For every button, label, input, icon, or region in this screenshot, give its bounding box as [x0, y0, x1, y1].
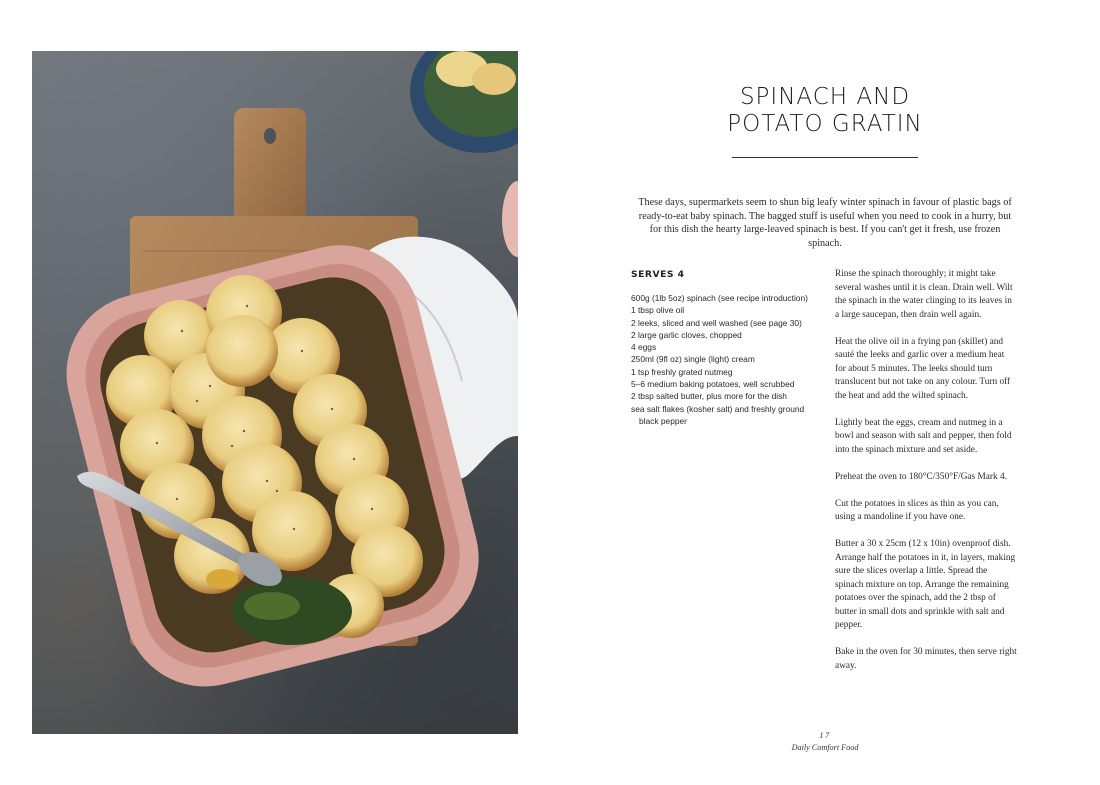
method-step: Bake in the oven for 30 minutes, then serve right away.	[835, 647, 1017, 671]
serves-heading: SERVES 4	[631, 269, 685, 280]
page-footer	[775, 729, 875, 754]
method-step: Heat the olive oil in a frying pan (skillet) and sauté the leeks and garlic over a medium heat for about 5 minutes. The leeks should turn translucent but not take on any colour. Turn off the heat and add the wilted spinach.	[835, 336, 1011, 401]
recipe-introduction: These days, supermarkets seem to shun big leafy winter spinach in favour of plastic bags of ready-to-eat baby spinach. The bagged stuff is useful when you need to cook in a hurry, but for this dish the hearty large-leaved spinach is best. If you can't get it fresh, use frozen spinach.	[638, 197, 1012, 249]
ingredient-item: sea salt flakes (kosher salt) and freshly ground black pepper	[631, 403, 805, 426]
method-steps	[835, 268, 1017, 687]
recipe-title	[700, 84, 950, 138]
ingredient-item: 2 leeks, sliced and well washed (see page 30)	[631, 317, 802, 328]
food-photo	[32, 51, 518, 734]
method-step: Preheat the oven to 180°C/350°F/Gas Mark 4.	[835, 471, 1007, 482]
title-divider	[732, 157, 918, 158]
method-step: Butter a 30 x 25cm (12 x 10in) ovenproof dish. Arrange half the potatoes in it, in layers, making sure the slices overlap a little. Spread the spinach mixture on top. Arrange the remaining potatoes over the spinach, add the 2 tbsp of butter in small dots and sprinkle with salt and pepper.	[835, 539, 1016, 630]
ingredient-item: 1 tsp freshly grated nutmeg	[631, 366, 733, 377]
recipe-title-line-1: SPINACH AND	[739, 84, 911, 110]
method-step: Lightly beat the eggs, cream and nutmeg in a bowl and season with salt and pepper, then fold into the spinach mixture and set aside.	[835, 417, 1012, 455]
ingredient-list	[631, 292, 821, 427]
method-step: Cut the potatoes in slices as thin as you can, using a mandoline if you have one.	[835, 498, 999, 522]
side-bowl	[410, 51, 518, 153]
ingredient-item: 2 large garlic cloves, chopped	[631, 329, 742, 340]
ingredient-item: 1 tbsp olive oil	[631, 305, 685, 316]
small-bowl	[502, 181, 518, 257]
running-title: Daily Comfort Food	[791, 743, 859, 752]
ingredient-item: 4 eggs	[631, 342, 657, 353]
method-step: Rinse the spinach thoroughly; it might take several washes until it is clean. Drain well. Wilt the spinach in the water clinging to its leaves in a large saucepan, then drain well again.	[835, 269, 1013, 320]
page-number: 17	[819, 730, 831, 740]
recipe-title-line-2: POTATO GRATIN	[727, 111, 923, 137]
ingredient-item: 5–6 medium baking potatoes, well scrubbed	[631, 379, 795, 390]
ingredient-item: 250ml (9fl oz) single (light) cream	[631, 354, 755, 365]
ingredient-item: 600g (1lb 5oz) spinach (see recipe introduction)	[631, 293, 808, 303]
ingredient-item: 2 tbsp salted butter, plus more for the dish	[631, 391, 787, 402]
